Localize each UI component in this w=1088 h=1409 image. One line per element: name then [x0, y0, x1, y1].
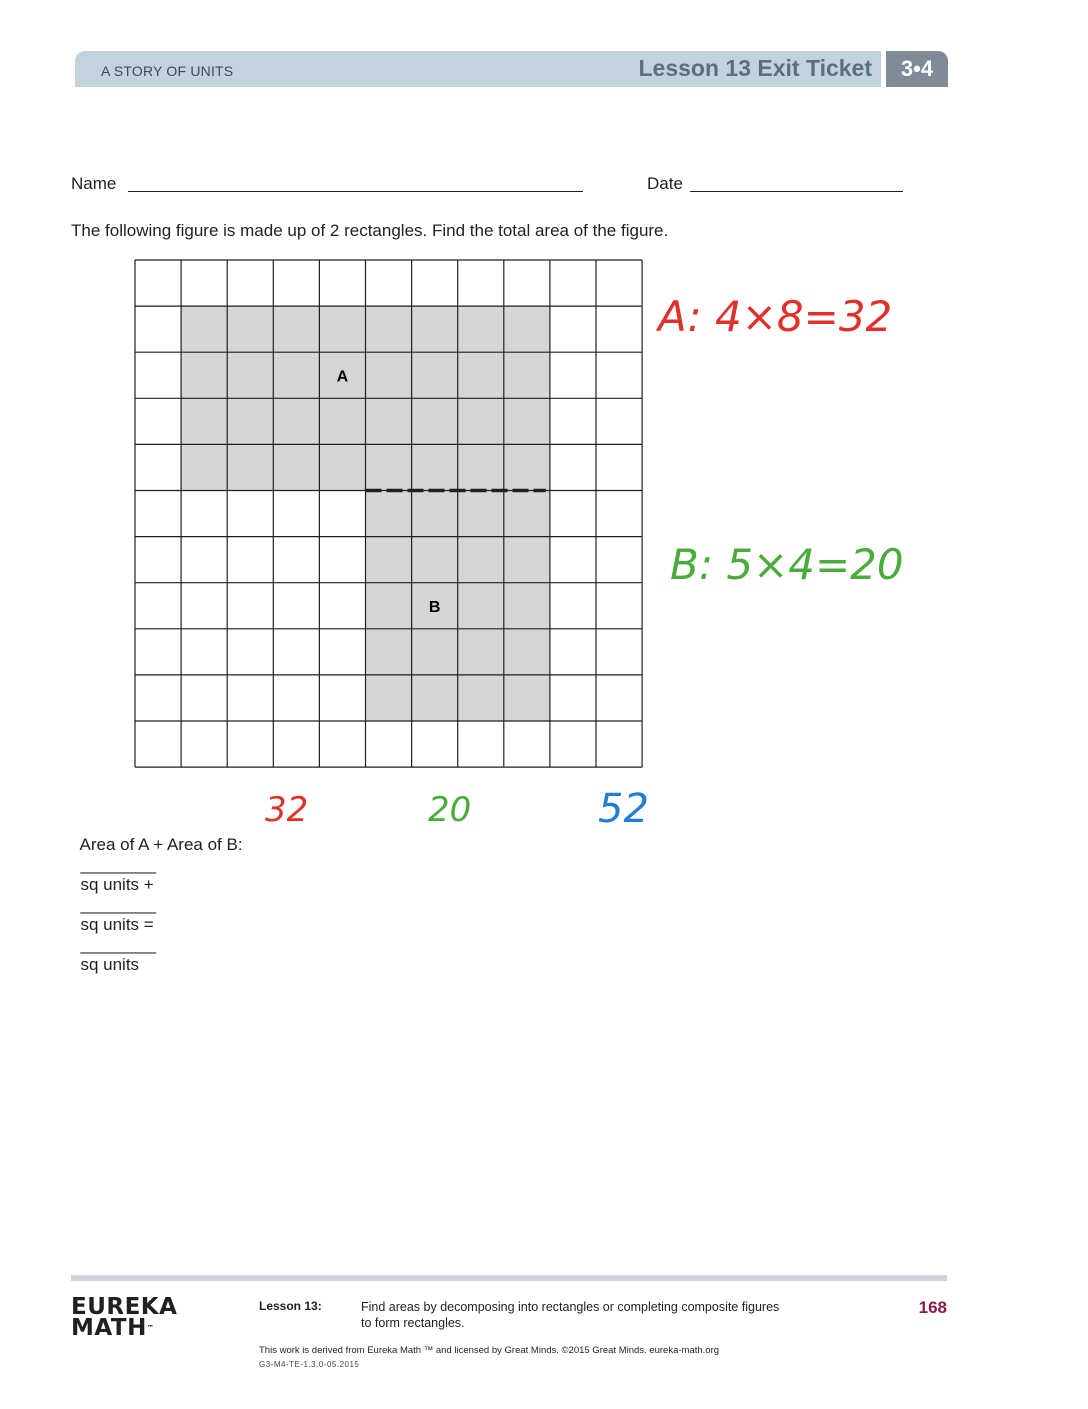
logo-tm: ™ — [146, 1324, 154, 1332]
unit-label-2: sq units = — [80, 915, 154, 934]
grade-module-badge: 3•4 — [886, 51, 948, 87]
rect-b-label: B — [428, 598, 441, 616]
equation-line — [71, 815, 243, 975]
logo-line-2: MATH — [71, 1315, 147, 1341]
date-label: Date — [647, 174, 683, 193]
page-title: Lesson 13 Exit Ticket — [638, 55, 872, 81]
blank-area-b[interactable]: ________ — [80, 895, 157, 914]
unit-label-1: sq units + — [80, 875, 154, 894]
footer-code: G3-M4-TE-1.3.0-05.2015 — [259, 1360, 360, 1369]
unit-label-3: sq units — [80, 955, 140, 974]
rect-a-label: A — [336, 368, 349, 386]
handwritten-area-a: A: 4×8=32 — [658, 292, 893, 341]
footer-lesson-label: Lesson 13: — [259, 1299, 322, 1313]
handwritten-area-b: B: 5×4=20 — [670, 540, 904, 589]
blank-area-a[interactable]: ________ — [80, 855, 157, 874]
handwritten-answer-a: 32 — [265, 790, 309, 830]
logo-line-1: EUREKA — [71, 1294, 178, 1320]
series-label: A STORY OF UNITS — [101, 63, 234, 79]
handwritten-answer-total: 52 — [598, 786, 649, 832]
footer-lesson-description: Find areas by decomposing into rectangles or completing composite figures to form rectangles. — [361, 1300, 780, 1330]
footer-divider — [71, 1275, 947, 1281]
footer-credit: This work is derived from Eureka Math ™ and licensed by Great Minds. ©2015 Great Minds. eureka-math.org — [259, 1345, 720, 1356]
blank-total[interactable]: ________ — [80, 935, 157, 954]
equation-lead: Area of A + Area of B: — [79, 835, 243, 854]
problem-prompt: The following figure is made up of 2 rectangles. Find the total area of the figure. — [71, 221, 669, 240]
eureka-math-logo — [71, 1294, 178, 1341]
handwritten-answer-b: 20 — [428, 790, 472, 830]
page-number: 168 — [918, 1298, 947, 1317]
name-label: Name — [71, 174, 117, 193]
